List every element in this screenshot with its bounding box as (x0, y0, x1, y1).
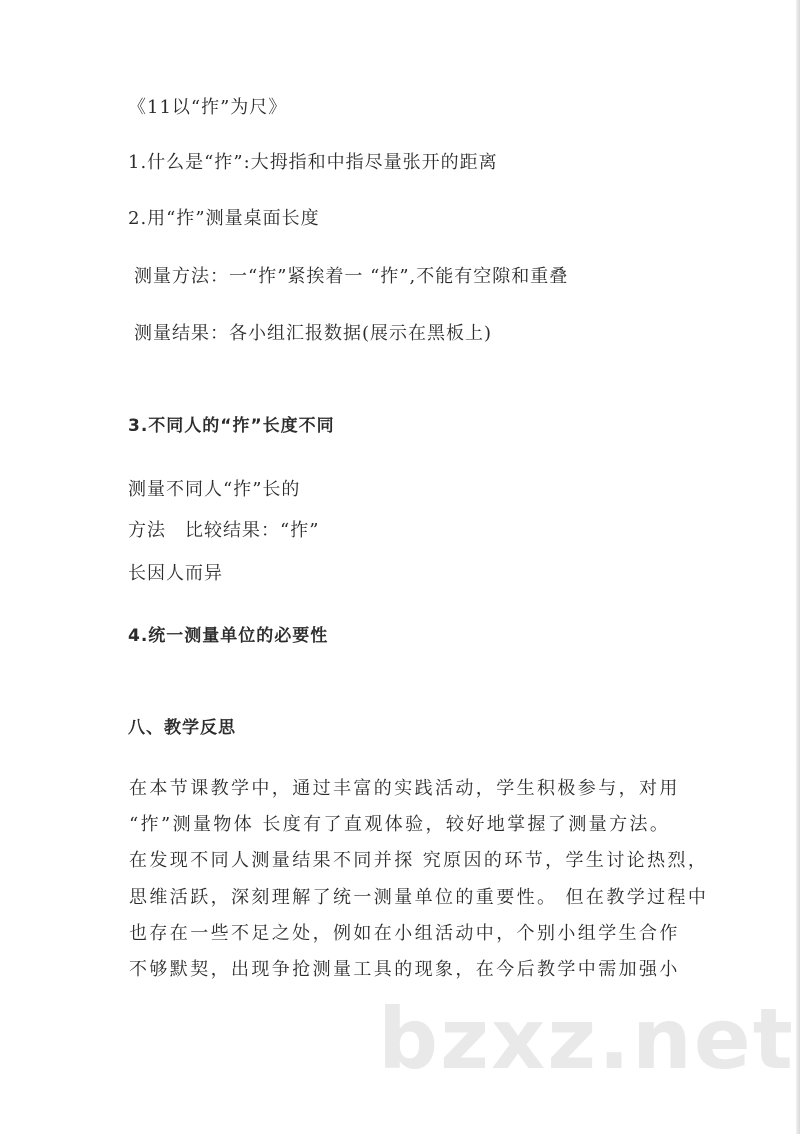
reflection-line: 不够默契，出现争抢测量工具的现象，在今后教学中需加强小 (129, 959, 680, 981)
sub-line-3: 长因人而异 (128, 563, 223, 584)
reflection-line: 在本节课教学中，通过丰富的实践活动，学生积极参与，对用 (129, 778, 680, 799)
reflection-line: 在发现不同人测量结果不同并探 究原因的环节，学生讨论热烈， (129, 850, 709, 872)
reflection-line: 也存在一些不足之处，例如在小组活动中，个别小组学生合作 (129, 922, 680, 944)
sub-line-2: 方法 比较结果：“拃” (128, 520, 320, 541)
heading-3: 3.不同人的“拃”长度不同 (128, 416, 335, 436)
reflection-line: “拃”测量物体 长度有了直观体验，较好地掌握了测量方法。 (129, 814, 671, 836)
item-1: 1.什么是“拃”:大拇指和中指尽量张开的距离 (128, 152, 498, 173)
reflection-line: 思维活跃，深刻理解了统一测量单位的重要性。 但在教学过程中 (129, 886, 709, 908)
section-8-heading: 八、教学反思 (128, 718, 236, 738)
heading-4: 4.统一测量单位的必要性 (128, 626, 329, 646)
document-title: 《11以“拃”为尺》 (128, 97, 288, 118)
reflection-paragraph (129, 771, 709, 988)
measure-method: 测量方法：一“拃”紧挨着一 “拃”,不能有空隙和重叠 (134, 266, 569, 287)
watermark: bzxz.net (378, 990, 795, 1088)
sub-line-1: 测量不同人“拃”长的 (128, 479, 301, 500)
item-2: 2.用“拃”测量桌面长度 (128, 208, 320, 229)
measure-result: 测量结果：各小组汇报数据(展示在黑板上) (134, 323, 493, 344)
page-edge (796, 0, 800, 1134)
